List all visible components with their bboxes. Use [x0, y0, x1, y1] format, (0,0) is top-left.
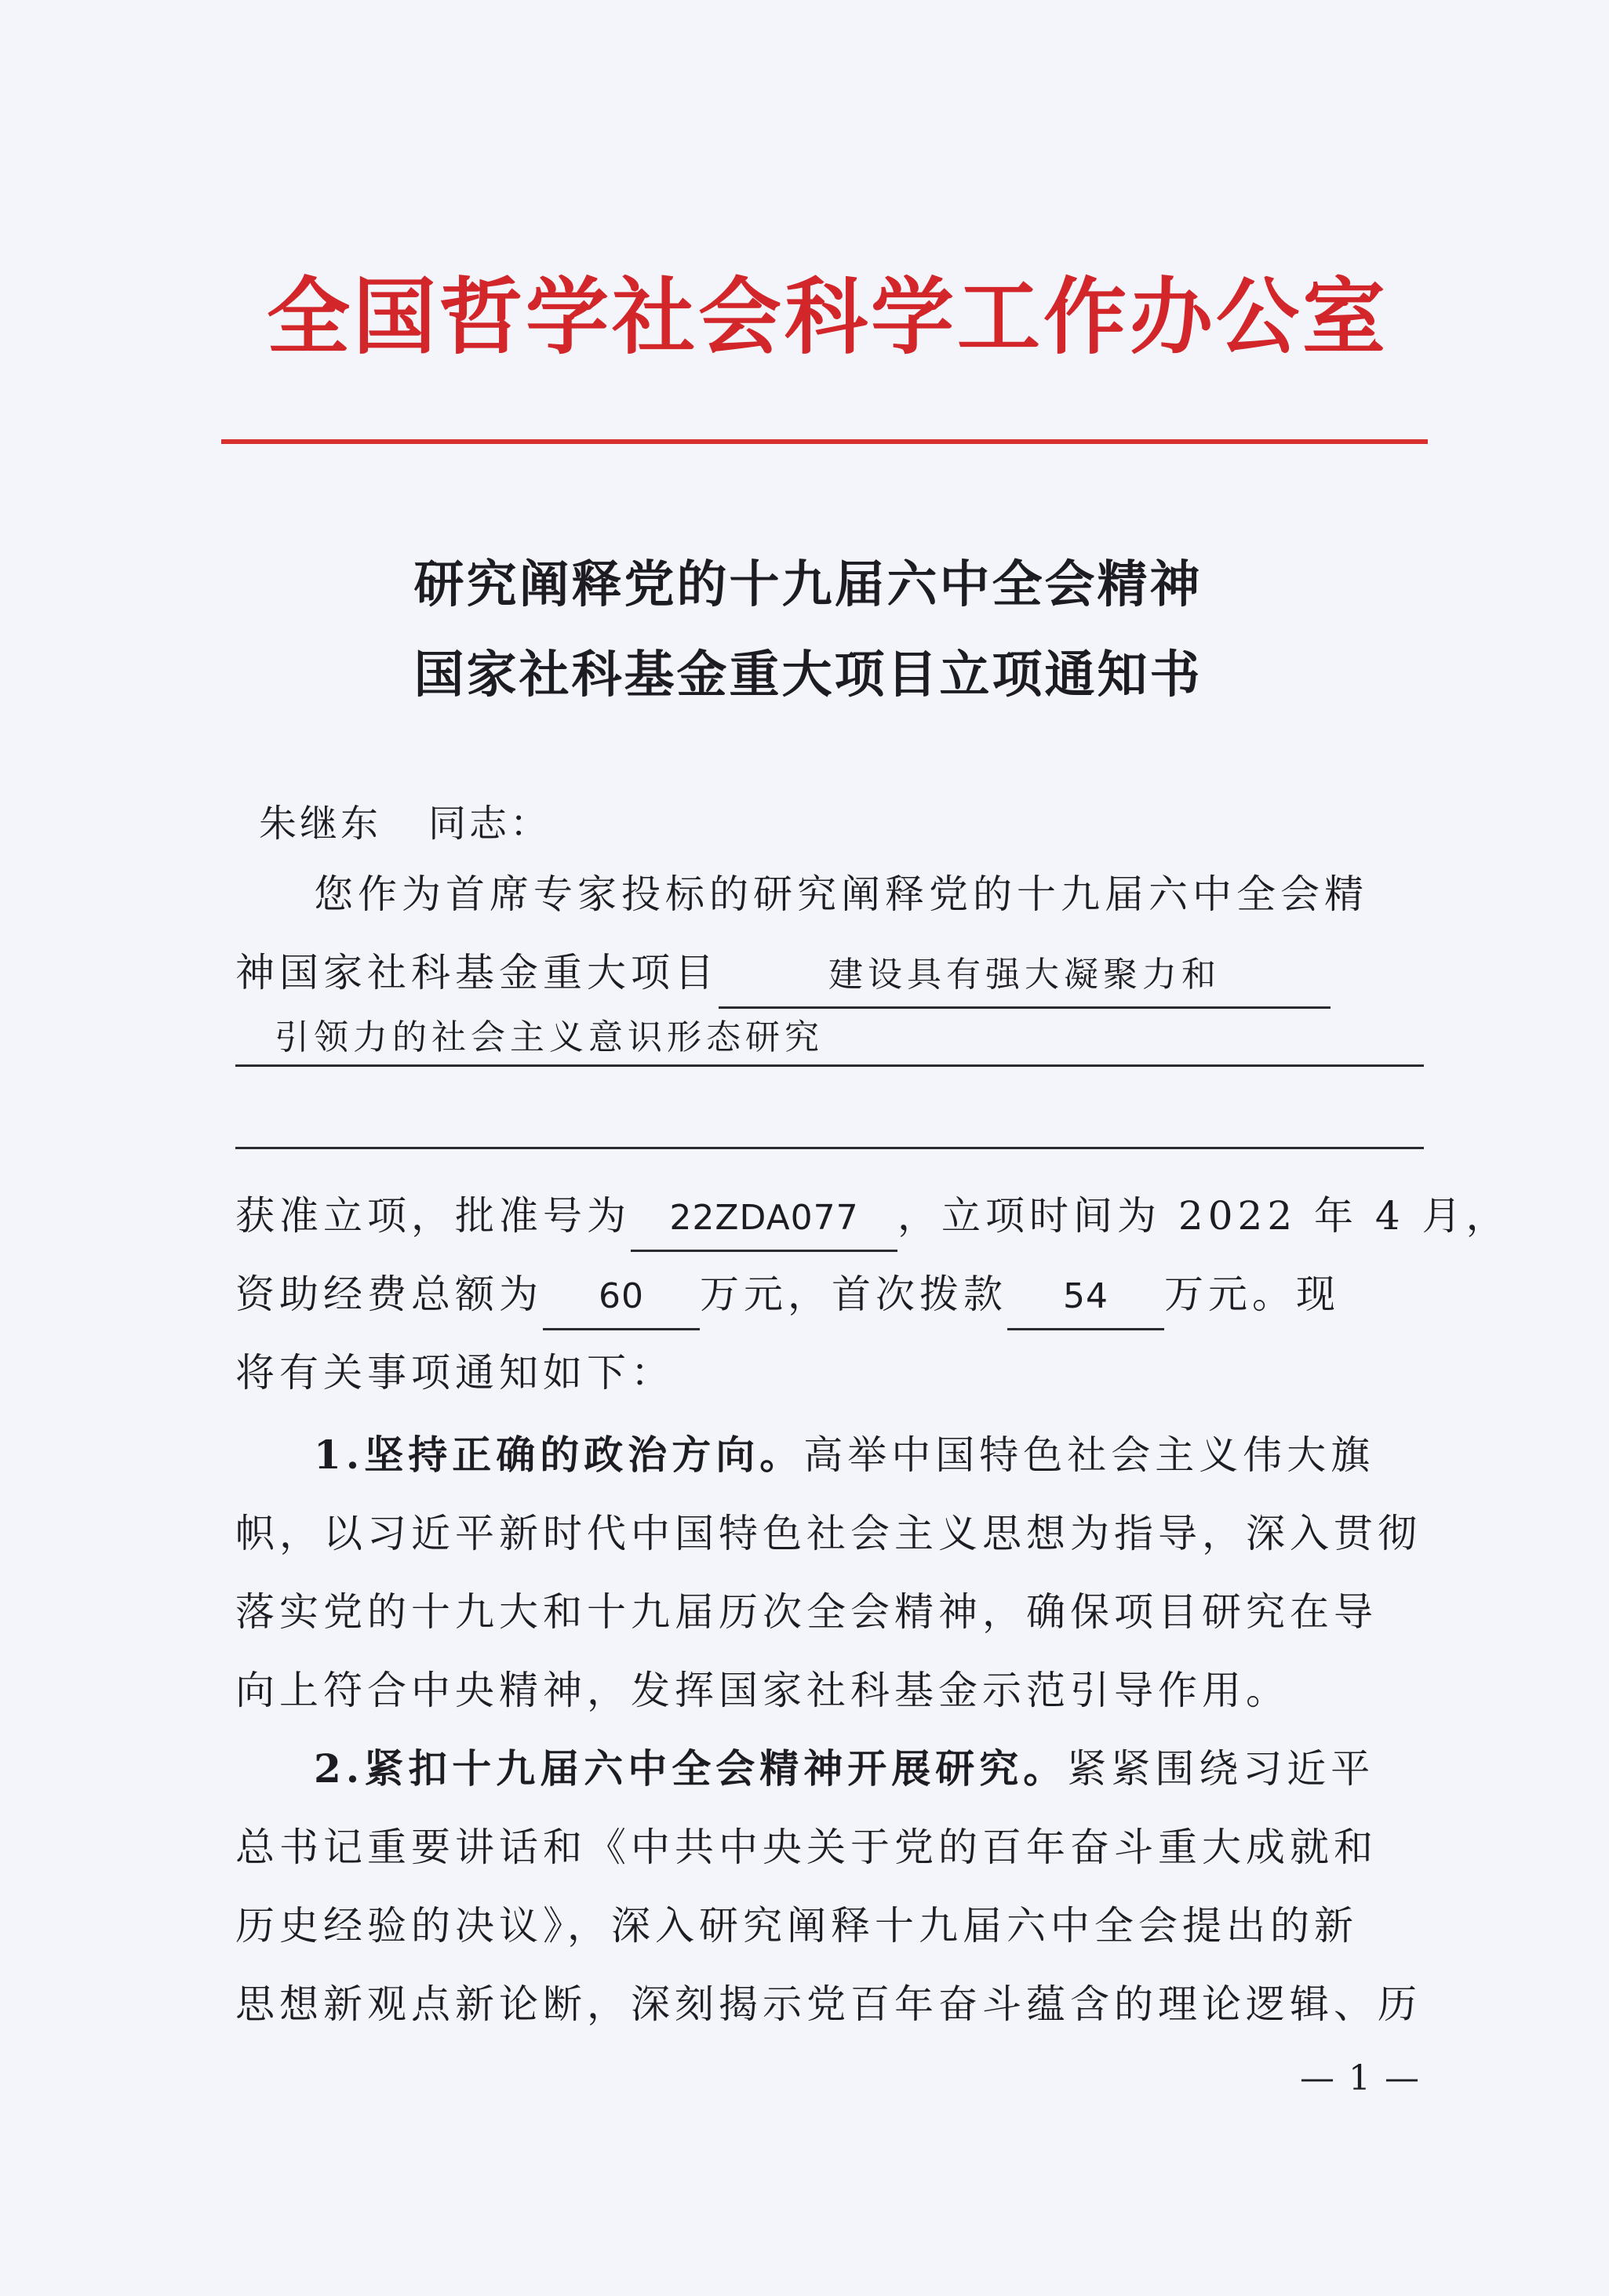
item-1-line-2: 帜，以习近平新时代中国特色社会主义思想为指导，深入贯彻: [235, 1511, 1422, 1556]
item-2-line-4: 思想新观点新论断，深刻揭示党百年奋斗蕴含的理论逻辑、历: [235, 1981, 1422, 2027]
approval-prefix: 获准立项，批准号为: [235, 1193, 631, 1239]
recipient-name: 朱继东: [259, 802, 382, 846]
item-2-first-rest: 紧紧围绕习近平: [1067, 1746, 1375, 1792]
approval-suffix: ，立项时间为 2022 年 4 月，: [897, 1193, 1510, 1239]
intro-line-1: 您作为首席专家投标的研究阐释党的十九届六中全会精: [314, 871, 1368, 917]
intro-line-2-prefix: 神国家社科基金重大项目: [235, 950, 719, 995]
item-1-first-line: [314, 1424, 1374, 1486]
funding-suffix: 万元。现: [1164, 1272, 1340, 1317]
funding-total: 60: [543, 1265, 700, 1330]
salutation-suffix: 同志：: [428, 802, 552, 846]
item-1-line-4: 向上符合中央精神，发挥国家社科基金示范引导作用。: [235, 1668, 1290, 1713]
item-2-line-2: 总书记重要讲话和《中共中央关于党的百年奋斗重大成就和: [235, 1825, 1378, 1870]
approval-line: [235, 1184, 1510, 1252]
project-underline-1: [235, 1064, 1424, 1067]
document-title-line-2: 国家社科基金重大项目立项通知书: [413, 646, 1203, 704]
intro-closing: 将有关事项通知如下：: [235, 1350, 675, 1395]
item-1-first-rest: 高举中国特色社会主义伟大旗: [803, 1432, 1375, 1478]
project-name-part-1: 建设具有强大凝聚力和: [719, 944, 1331, 1009]
item-2-first-line: [314, 1737, 1374, 1800]
funding-mid: 万元，首次拨款: [700, 1272, 1007, 1317]
document-title-line-1: 研究阐释党的十九届六中全会精神: [413, 555, 1203, 614]
funding-line: [235, 1263, 1340, 1330]
funding-first-payment: 54: [1007, 1265, 1164, 1330]
item-1-lead: 1.坚持正确的政治方向。: [314, 1432, 804, 1478]
page-number: — 1 —: [1300, 2058, 1421, 2098]
project-underline-2: [235, 1147, 1424, 1149]
issuing-organization: 全国哲学社会科学工作办公室: [267, 269, 1389, 366]
item-2-line-3: 历史经验的决议》，深入研究阐释十九届六中全会提出的新: [235, 1903, 1358, 1949]
approval-number: 22ZDA077: [631, 1187, 897, 1252]
project-name-line-2: [275, 1004, 824, 1069]
salutation: [259, 792, 551, 855]
red-header-rule: [221, 439, 1428, 444]
intro-line-2: [235, 941, 1331, 1009]
item-1-line-3: 落实党的十九大和十九届历次全会精神，确保项目研究在导: [235, 1589, 1378, 1635]
project-name-part-2: 引领力的社会主义意识形态研究: [275, 1017, 824, 1057]
item-2-lead: 2.紧扣十九届六中全会精神开展研究。: [314, 1745, 1068, 1792]
funding-prefix: 资助经费总额为: [235, 1272, 543, 1317]
